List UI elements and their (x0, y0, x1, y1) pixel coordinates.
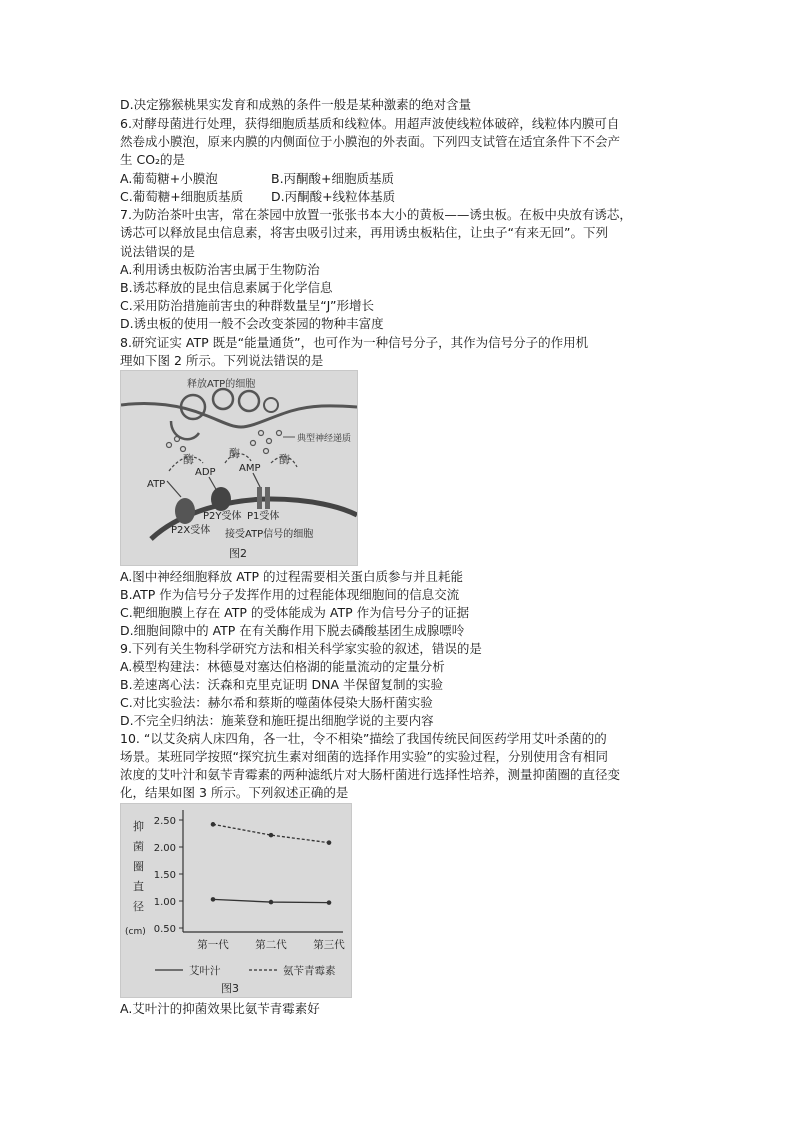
data-point (211, 897, 216, 902)
q7-option-a: A.利用诱虫板防治害虫属于生物防治 (120, 262, 320, 277)
data-point (269, 833, 274, 838)
p1-label: P1受体 (247, 511, 280, 522)
q8-option-c: C.靶细胞膜上存在 ATP 的受体能成为 ATP 作为信号分子的证据 (120, 605, 470, 620)
p2x-label: P2X受体 (171, 525, 211, 536)
q6-option-d: D.丙酮酸+线粒体基质 (271, 189, 396, 204)
q9-option-b: B.差速离心法：沃森和克里克证明 DNA 半保留复制的实验 (120, 677, 444, 692)
receive-cell-label: 接受ATP信号的细胞 (225, 529, 314, 540)
q7-option-d: D.诱虫板的使用一般不会改变茶园的物种丰富度 (120, 316, 384, 331)
vesicle-icon (213, 389, 233, 409)
x-tick-label: 第二代 (255, 939, 287, 951)
q10-stem-line-3: 浓度的艾叶汁和氨苄青霉素的两种滤纸片对大肠杆菌进行选择性培养，测量抑菌圈的直径变 (120, 767, 621, 782)
q6-stem-line-2: 然卷成小膜泡，原来内膜的内侧面位于小膜泡的外表面。下列四支试管在适宜条件下不会产 (120, 134, 621, 149)
q10-stem-line-4: 化，结果如图 3 所示。下列叙述正确的是 (120, 785, 349, 800)
y-axis-label-char: 圈 (133, 860, 144, 873)
q5-option-d: D.决定猕猴桃果实发育和成熟的条件一般是某种激素的绝对含量 (120, 97, 472, 112)
vesicle-icon (264, 398, 278, 412)
legend-label: 艾叶汁 (189, 965, 221, 977)
amp-label: AMP (239, 463, 261, 474)
q7-option-c: C.采用防治措施前害虫的种群数量呈“J”形增长 (120, 298, 374, 313)
q9-option-d: D.不完全归纳法：施莱登和施旺提出细胞学说的主要内容 (120, 713, 434, 728)
figure-3-chart (120, 803, 352, 998)
y-tick-label: 0.50 (153, 924, 176, 935)
q8-option-b: B.ATP 作为信号分子发挥作用的过程能体现细胞间的信息交流 (120, 587, 460, 602)
q10-stem-line-1: 10. “以艾灸病人床四角，各一壮，令不相染”描绘了我国传统民间医药学用艾叶杀菌的的 (120, 731, 607, 746)
vesicle-icon (239, 391, 259, 411)
y-axis-label-char: 菌 (133, 840, 144, 853)
adp-label: ADP (195, 467, 216, 478)
p1-receptor-icon (265, 487, 270, 509)
enzyme-label-2: 酶 (229, 447, 240, 460)
y-ticks (154, 816, 183, 935)
data-point (269, 900, 274, 905)
y-axis-label-char: 直 (133, 880, 144, 893)
q8-option-a: A.图中神经细胞释放 ATP 的过程需要相关蛋白质参与并且耗能 (120, 569, 464, 584)
q9-option-a: A.模型构建法：林德曼对塞达伯格湖的能量流动的定量分析 (120, 659, 445, 674)
q8-option-d: D.细胞间隙中的 ATP 在有关酶作用下脱去磷酸基团生成腺嘌呤 (120, 623, 465, 638)
legend-label: 氨苄青霉素 (283, 965, 336, 977)
q7-stem-line-3: 说法错误的是 (120, 244, 196, 259)
q10-stem-line-2: 场景。某班同学按照“探究抗生素对细菌的选择作用实验”的实验过程，分别使用含有相同 (120, 749, 608, 764)
q6-options-row-1 (120, 170, 394, 188)
data-point (211, 822, 216, 827)
legend (155, 964, 336, 977)
transmitter-dots (167, 431, 282, 454)
q8-stem-line-1: 8.研究证实 ATP 既是“能量通货”，也可作为一种信号分子，其作为信号分子的作用机 (120, 335, 589, 350)
release-cell-membrane (121, 403, 357, 427)
data-point (327, 900, 332, 905)
transmitter-label: 典型神经递质 (297, 434, 352, 444)
q9-stem: 9.下列有关生物科学研究方法和相关科学家实验的叙述，错误的是 (120, 641, 482, 656)
enzyme-label-3: 酶 (279, 453, 290, 466)
figure-3-caption: 图3 (221, 982, 239, 995)
y-tick-label: 2.50 (153, 816, 176, 827)
y-tick-label: 1.00 (153, 897, 176, 908)
q6-options-row-2 (120, 188, 395, 206)
series-layer (211, 822, 332, 905)
data-point (327, 840, 332, 845)
p2y-receptor-icon (211, 487, 231, 511)
y-axis-label (125, 819, 146, 937)
enzyme-label-1: 酶 (183, 453, 194, 466)
q6-option-a: A.葡萄糖+小膜泡 (120, 171, 218, 186)
arrow-atp-p2x (167, 481, 181, 497)
p2y-label: P2Y受体 (203, 511, 242, 522)
q7-stem-line-1: 7.为防治茶叶虫害，常在茶园中放置一张张书本大小的黄板——诱虫板。在板中央放有诱芯， (120, 207, 632, 222)
y-axis-label-char: 径 (133, 900, 144, 913)
figure-2-svg (121, 371, 357, 565)
x-tick-label: 第三代 (313, 939, 345, 951)
q7-stem-line-2: 诱芯可以释放昆虫信息素，将害虫吸引过来，再用诱虫板粘住，让虫子“有来无回”。下列 (120, 225, 608, 240)
figure-3-svg (121, 804, 351, 997)
figure-2-atp-signaling (120, 370, 358, 566)
q6-option-b: B.丙酮酸+细胞质基质 (271, 171, 395, 186)
y-axis-label-char: 抑 (133, 820, 144, 833)
figure-2-caption: 图2 (229, 547, 247, 560)
q6-stem-line-3: 生 CO₂的是 (120, 152, 186, 167)
atp-label: ATP (147, 479, 166, 490)
arrow-amp-p1 (253, 473, 261, 489)
x-tick-label: 第一代 (197, 939, 229, 951)
y-tick-label: 2.00 (153, 843, 176, 854)
q9-option-c: C.对比实验法：赫尔希和蔡斯的噬菌体侵染大肠杆菌实验 (120, 695, 433, 710)
p2x-receptor-icon (175, 498, 195, 524)
release-cell-label: 释放ATP的细胞 (187, 379, 256, 390)
q10-option-a: A.艾叶汁的抑菌效果比氨苄青霉素好 (120, 1001, 320, 1016)
q6-stem-line-1: 6.对酵母菌进行处理，获得细胞质基质和线粒体。用超声波使线粒体破碎，线粒体内膜可自 (120, 116, 620, 131)
p1-receptor-icon (257, 487, 262, 509)
y-tick-label: 1.50 (153, 870, 176, 881)
y-axis-unit: (cm) (125, 927, 146, 937)
q7-option-b: B.诱芯释放的昆虫信息素属于化学信息 (120, 280, 333, 295)
x-ticks (197, 938, 345, 951)
q8-stem-line-2: 理如下图 2 所示。下列说法错误的是 (120, 353, 324, 368)
q6-option-c: C.葡萄糖+细胞质基质 (120, 189, 244, 204)
